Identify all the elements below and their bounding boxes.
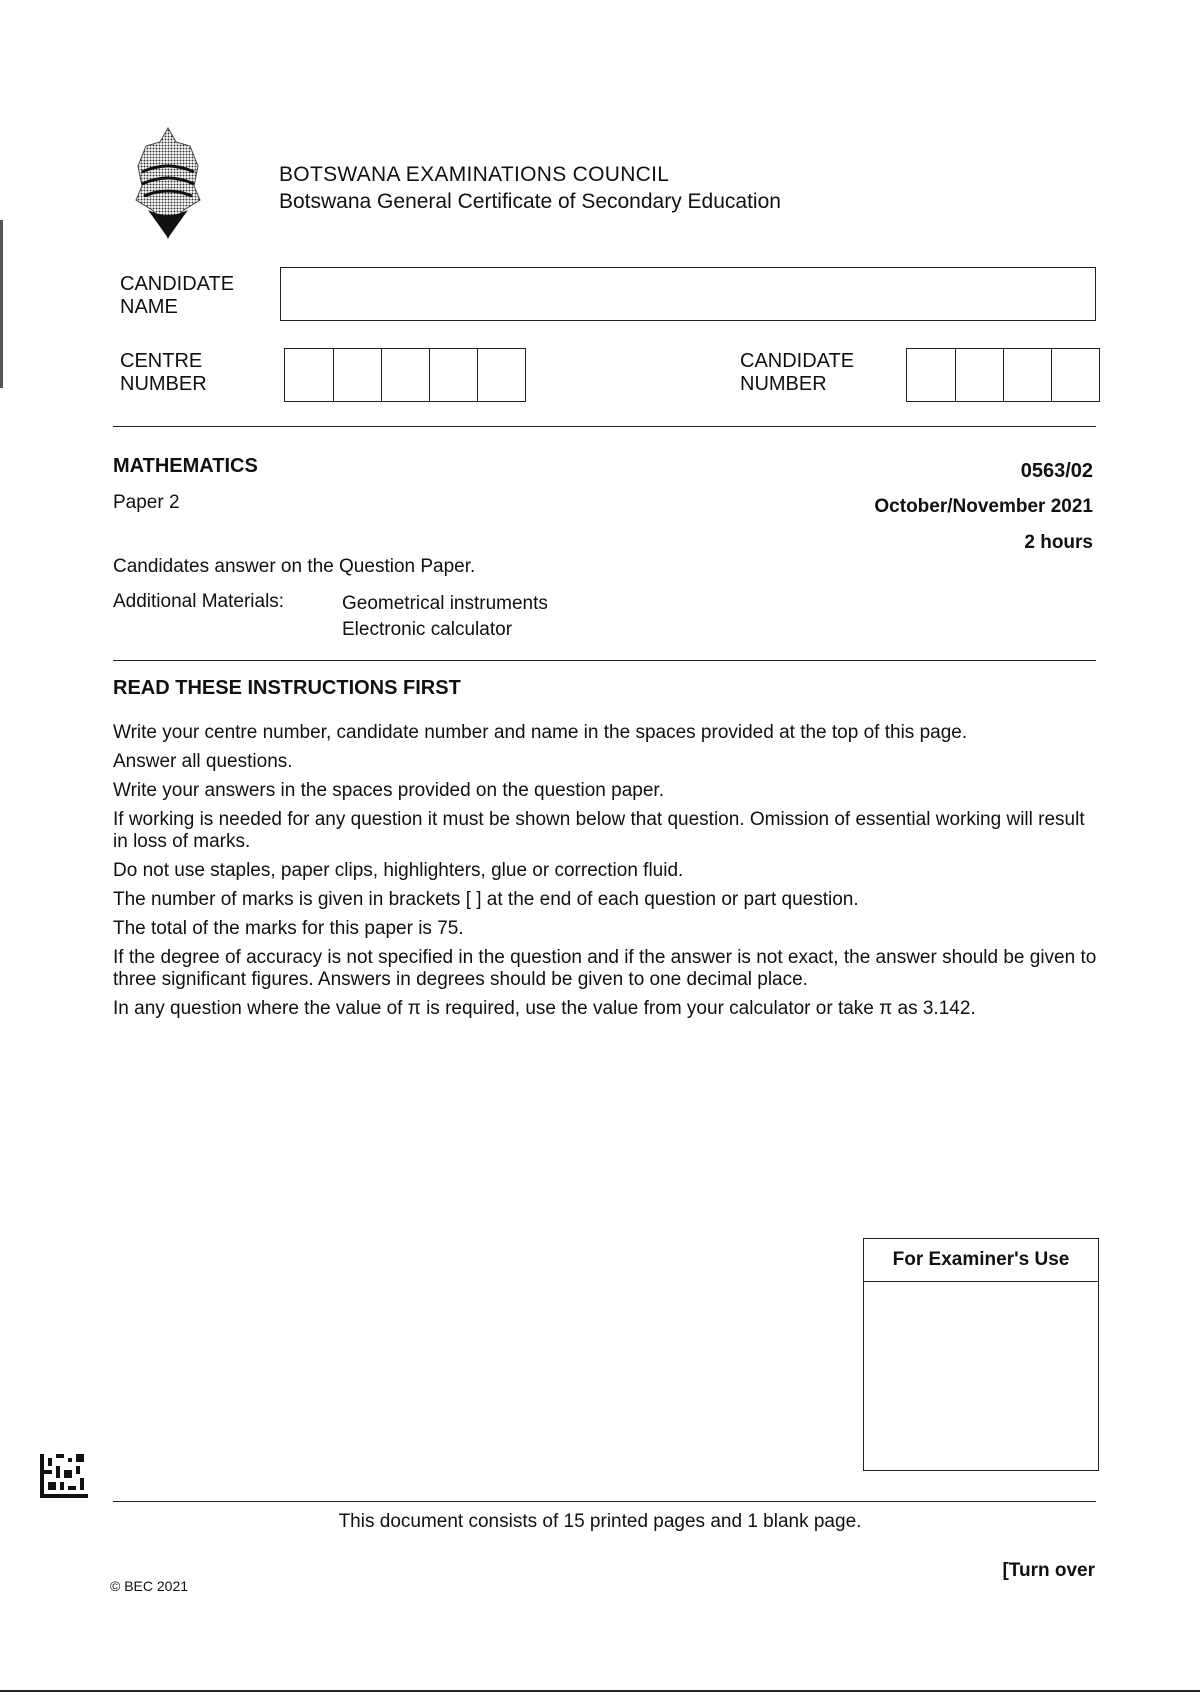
instruction-item: If the degree of accuracy is not specified in the question and if the answer is not exact, the answer should be given to three significant figures. Answers in degrees should be given to one decimal place. <box>113 947 1097 990</box>
divider <box>113 1501 1096 1502</box>
additional-materials-list <box>342 591 548 643</box>
examiner-use-title: For Examiner's Use <box>864 1239 1098 1282</box>
instruction-item: In any question where the value of π is required, use the value from your calculator or take π as 3.142. <box>113 998 976 1019</box>
material-item: Geometrical instruments <box>342 593 548 614</box>
bec-crest-logo <box>128 126 208 242</box>
material-item: Electronic calculator <box>342 619 513 640</box>
centre-digit-box[interactable] <box>381 349 429 401</box>
centre-digit-box[interactable] <box>285 349 333 401</box>
candidate-number-label <box>740 350 854 396</box>
instructions-list <box>113 722 1098 1027</box>
centre-number-label-line1: CENTRE <box>120 350 203 372</box>
instruction-item: The number of marks is given in brackets [ ] at the end of each question or part question. <box>113 889 859 910</box>
divider <box>113 426 1096 427</box>
instruction-item: Write your answers in the spaces provided on the question paper. <box>113 780 664 801</box>
divider <box>113 660 1096 661</box>
candidate-digit-box[interactable] <box>907 349 955 401</box>
additional-materials-label: Additional Materials: <box>113 591 285 612</box>
centre-digit-box[interactable] <box>477 349 525 401</box>
exam-duration: 2 hours <box>1024 532 1093 553</box>
examiner-use-box <box>863 1238 1099 1471</box>
centre-digit-box[interactable] <box>429 349 477 401</box>
subject-title: MATHEMATICS <box>113 455 258 477</box>
instruction-item: If working is needed for any question it must be shown below that question. Omission of essential working will result in loss of marks. <box>113 809 1085 852</box>
certificate-title: Botswana General Certificate of Secondary Education <box>279 190 781 213</box>
exam-session: October/November 2021 <box>874 496 1093 517</box>
candidate-name-label-line1: CANDIDATE <box>120 273 235 295</box>
scan-margin-strip <box>0 220 3 388</box>
candidate-number-field[interactable] <box>906 348 1100 402</box>
instruction-item: Answer all questions. <box>113 751 293 772</box>
answer-instruction: Candidates answer on the Question Paper. <box>113 556 476 577</box>
page-count-note: This document consists of 15 printed pages and 1 blank page. <box>338 1511 862 1532</box>
centre-number-field[interactable] <box>284 348 526 402</box>
council-title: BOTSWANA EXAMINATIONS COUNCIL <box>279 163 670 186</box>
candidate-digit-box[interactable] <box>955 349 1003 401</box>
candidate-digit-box[interactable] <box>1051 349 1099 401</box>
candidate-digit-box[interactable] <box>1003 349 1051 401</box>
page-bottom-edge <box>0 1690 1200 1692</box>
centre-number-label-line2: NUMBER <box>120 373 207 395</box>
candidate-name-label-line2: NAME <box>120 296 178 318</box>
instructions-heading: READ THESE INSTRUCTIONS FIRST <box>113 677 461 699</box>
candidate-name-field[interactable] <box>280 267 1096 321</box>
copyright-note: © BEC 2021 <box>110 1578 189 1594</box>
candidate-name-label <box>120 273 234 319</box>
candidate-number-label-line2: NUMBER <box>740 373 827 395</box>
instruction-item: The total of the marks for this paper is 75. <box>113 918 464 939</box>
centre-digit-box[interactable] <box>333 349 381 401</box>
syllabus-code: 0563/02 <box>1020 460 1093 482</box>
datamatrix-code-icon <box>40 1454 88 1498</box>
instruction-item: Write your centre number, candidate number and name in the spaces provided at the top of this page. <box>113 722 968 743</box>
paper-number: Paper 2 <box>113 492 180 513</box>
candidate-number-label-line1: CANDIDATE <box>740 350 855 372</box>
instruction-item: Do not use staples, paper clips, highlighters, glue or correction fluid. <box>113 860 684 881</box>
turn-over-note: [Turn over <box>1002 1560 1095 1581</box>
centre-number-label <box>120 350 207 396</box>
